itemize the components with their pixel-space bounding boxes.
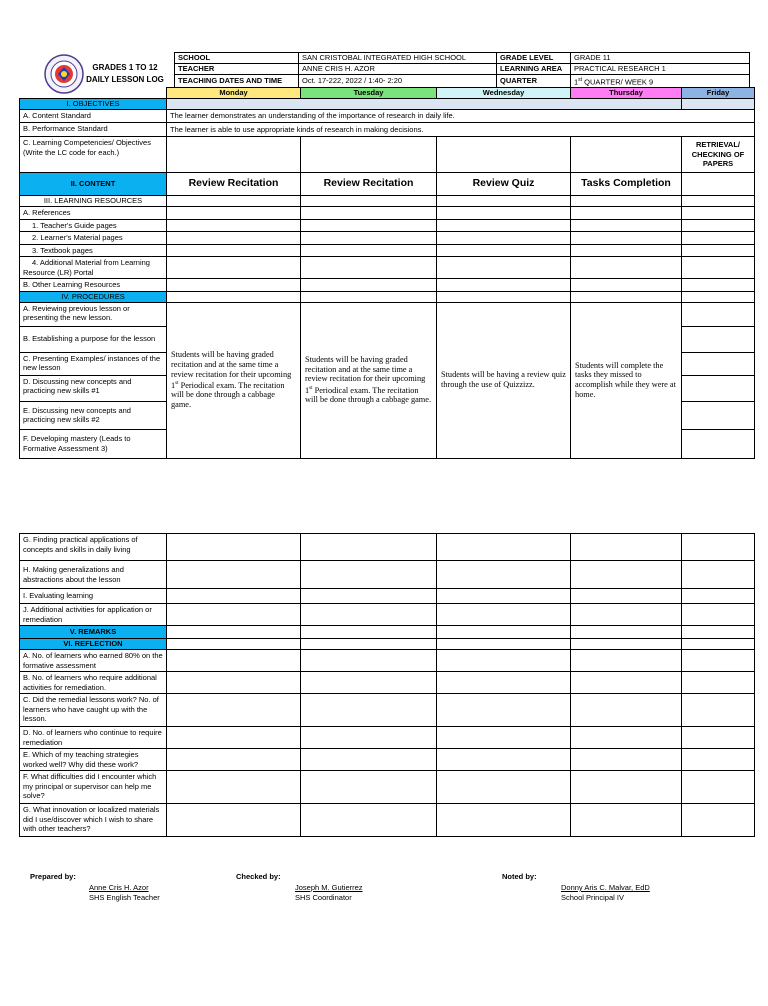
- resources-row: A. References: [20, 207, 167, 220]
- resources-row: 1. Teacher's Guide pages: [20, 219, 167, 232]
- competencies-label: C. Learning Competencies/ Objectives (Write the LC code for each.): [20, 137, 167, 173]
- reflection-row: C. Did the remedial lessons work? No. of learners who have caught up with the lesson.: [20, 694, 167, 727]
- procedures-thursday: Students will complete the tasks they missed to accomplish while they were at home.: [571, 302, 682, 458]
- noted-name: Donny Aris C. Malvar, EdD: [561, 883, 650, 892]
- reflection-row: A. No. of learners who earned 80% on the formative assessment: [20, 650, 167, 672]
- performance-standard-label: B. Performance Standard: [20, 123, 167, 137]
- remarks-heading: V. REMARKS: [20, 626, 167, 639]
- content-standard-label: A. Content Standard: [20, 110, 167, 123]
- learning-resources-heading: III. LEARNING RESOURCES: [20, 196, 167, 207]
- resources-row: 4. Additional Material from Learning Resource (LR) Portal: [20, 257, 167, 279]
- procedure-row: D. Discussing new concepts and practicing new skills #1: [20, 375, 167, 401]
- checked-name: Joseph M. Gutierrez: [295, 883, 363, 892]
- performance-standard-value: The learner is able to use appropriate kinds of research in making decisions.: [167, 123, 755, 137]
- content-standard-value: The learner demonstrates an understanding of the importance of research in daily life.: [167, 110, 755, 123]
- friday-retrieval: RETRIEVAL/ CHECKING OF PAPERS: [682, 137, 755, 173]
- prepared-name: Anne Cris H. Azor: [89, 883, 149, 892]
- procedures-tuesday: Students will be having graded recitation and at the same time a review recitation for their upcoming 1st Periodical exam. The recitation will be done through a cabbage game.: [301, 302, 437, 458]
- prepared-label: Prepared by:: [30, 872, 76, 881]
- procedure-row: C. Presenting Examples/ instances of the new lesson: [20, 352, 167, 375]
- procedure-row: A. Reviewing previous lesson or presenting the new lesson.: [20, 302, 167, 326]
- content-thursday: Tasks Completion: [571, 173, 682, 196]
- procedure-row: E. Discussing new concepts and practicing new skills #2: [20, 401, 167, 429]
- reflection-row: B. No. of learners who require additional activities for remediation.: [20, 672, 167, 694]
- school-label: SCHOOL: [175, 53, 299, 64]
- learning-area-value: PRACTICAL RESEARCH 1: [571, 64, 750, 75]
- reflection-heading: VI. REFLECTION: [20, 639, 167, 650]
- procedure-row: G. Finding practical applications of concepts and skills in daily living: [20, 534, 167, 561]
- title-line-2: DAILY LESSON LOG: [86, 75, 164, 84]
- content-wednesday: Review Quiz: [437, 173, 571, 196]
- objectives-heading: I. OBJECTIVES: [20, 99, 167, 110]
- prepared-role: SHS English Teacher: [89, 893, 160, 902]
- resources-row: 2. Learner's Material pages: [20, 232, 167, 245]
- dates-label: TEACHING DATES AND TIME: [175, 75, 299, 89]
- reflection-row: D. No. of learners who continue to require remediation: [20, 727, 167, 749]
- resources-row: 3. Textbook pages: [20, 244, 167, 257]
- noted-label: Noted by:: [502, 872, 537, 881]
- grade-level-value: GRADE 11: [571, 53, 750, 64]
- grade-level-label: GRADE LEVEL: [497, 53, 571, 64]
- day-tuesday: Tuesday: [301, 88, 437, 99]
- quarter-label: QUARTER: [497, 75, 571, 89]
- teacher-label: TEACHER: [175, 64, 299, 75]
- resources-row: B. Other Learning Resources: [20, 279, 167, 292]
- header-table: [174, 52, 750, 89]
- procedure-row: J. Additional activities for application or remediation: [20, 604, 167, 626]
- reflection-row: G. What innovation or localized materials did I use/discover which I wish to share with other teachers?: [20, 804, 167, 837]
- reflection-row: F. What difficulties did I encounter which my principal or supervisor can help me solve?: [20, 771, 167, 804]
- content-tuesday: Review Recitation: [301, 173, 437, 196]
- lesson-log-table-page1: [19, 87, 755, 459]
- teacher-value: ANNE CRIS H. AZOR: [299, 64, 497, 75]
- content-heading: II. CONTENT: [20, 173, 167, 196]
- noted-role: School Principal IV: [561, 893, 624, 902]
- quarter-value: 1st QUARTER/ WEEK 9: [571, 75, 750, 89]
- procedure-row: H. Making generalizations and abstractions about the lesson: [20, 561, 167, 589]
- procedure-row: I. Evaluating learning: [20, 589, 167, 604]
- school-value: SAN CRISTOBAL INTEGRATED HIGH SCHOOL: [299, 53, 497, 64]
- day-wednesday: Wednesday: [437, 88, 571, 99]
- procedure-row: B. Establishing a purpose for the lesson: [20, 326, 167, 352]
- procedures-monday: Students will be having graded recitation and at the same time a review recitation for their upcoming 1st Periodical exam. The recitation will be done through a cabbage game.: [167, 302, 301, 458]
- content-monday: Review Recitation: [167, 173, 301, 196]
- lesson-log-table-page2: [19, 533, 755, 837]
- day-thursday: Thursday: [571, 88, 682, 99]
- reflection-row: E. Which of my teaching strategies worked well? Why did these work?: [20, 749, 167, 771]
- day-monday: Monday: [167, 88, 301, 99]
- title-line-1: GRADES 1 TO 12: [92, 63, 158, 72]
- dates-value: Oct. 17-222, 2022 / 1:40- 2:20: [299, 75, 497, 89]
- checked-role: SHS Coordinator: [295, 893, 352, 902]
- day-friday: Friday: [682, 88, 755, 99]
- procedures-heading: IV. PROCEDURES: [20, 291, 167, 302]
- learning-area-label: LEARNING AREA: [497, 64, 571, 75]
- checked-label: Checked by:: [236, 872, 281, 881]
- procedure-row: F. Developing mastery (Leads to Formative Assessment 3): [20, 429, 167, 458]
- procedures-wednesday: Students will be having a review quiz through the use of Quizzizz.: [437, 302, 571, 458]
